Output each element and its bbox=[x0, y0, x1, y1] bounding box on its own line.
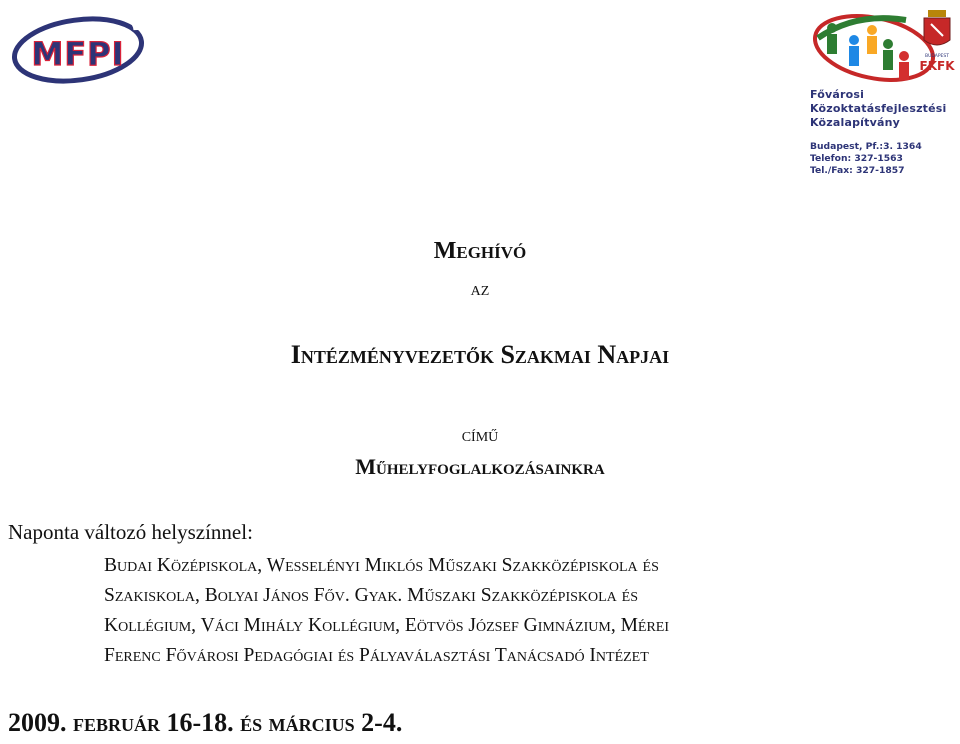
organization-line: Közalapítvány bbox=[810, 116, 901, 129]
venue-intro: Naponta változó helyszínnel: bbox=[8, 520, 253, 544]
venue-line: Szakiskola, Bolyai János Főv. Gyak. Műszaki Szakközépiskola és bbox=[104, 585, 638, 606]
venue-line: Ferenc Fővárosi Pedagógiai és Pályaválasztási Tanácsadó Intézet bbox=[104, 645, 649, 666]
organization-contact bbox=[810, 141, 956, 177]
fkfk-emblem bbox=[806, 6, 956, 86]
event-name: Intézményvezetők Szakmai Napjai bbox=[290, 340, 670, 369]
event-date: 2009. február 16-18. és március 2-4. bbox=[8, 708, 403, 737]
organization-name bbox=[810, 88, 956, 130]
contact-fax: Tel./Fax: 327-1857 bbox=[810, 165, 905, 176]
mfpi-logo bbox=[8, 8, 148, 86]
venue-line: Kollégium, Váci Mihály Kollégium, Eötvös József Gimnázium, Mérei bbox=[104, 615, 670, 636]
mfpi-logo-text: MFPI bbox=[31, 35, 125, 73]
fkfk-city-text: BUDAPEST bbox=[924, 54, 950, 59]
invitation-title: Meghívó bbox=[433, 238, 527, 264]
invitation-cimu: című bbox=[461, 424, 499, 446]
fkfk-logo-block bbox=[806, 6, 956, 178]
contact-address: Budapest, Pf.:3. 1364 bbox=[810, 141, 922, 152]
fkfk-logo-text: FKFK bbox=[919, 59, 955, 73]
venue-line: Budai Középiskola, Wesselényi Miklós Műszaki Szakközépiskola és bbox=[104, 555, 659, 576]
invitation-workshops: Műhelyfoglalkozásainkra bbox=[355, 454, 605, 479]
invitation-az: az bbox=[470, 278, 490, 300]
contact-phone: Telefon: 327-1563 bbox=[810, 153, 903, 164]
children-figures-icon bbox=[827, 23, 909, 80]
coat-of-arms-icon bbox=[924, 10, 950, 45]
venue-list bbox=[104, 551, 960, 671]
organization-line: Fővárosi bbox=[810, 88, 865, 101]
organization-line: Közoktatásfejlesztési bbox=[810, 102, 947, 115]
